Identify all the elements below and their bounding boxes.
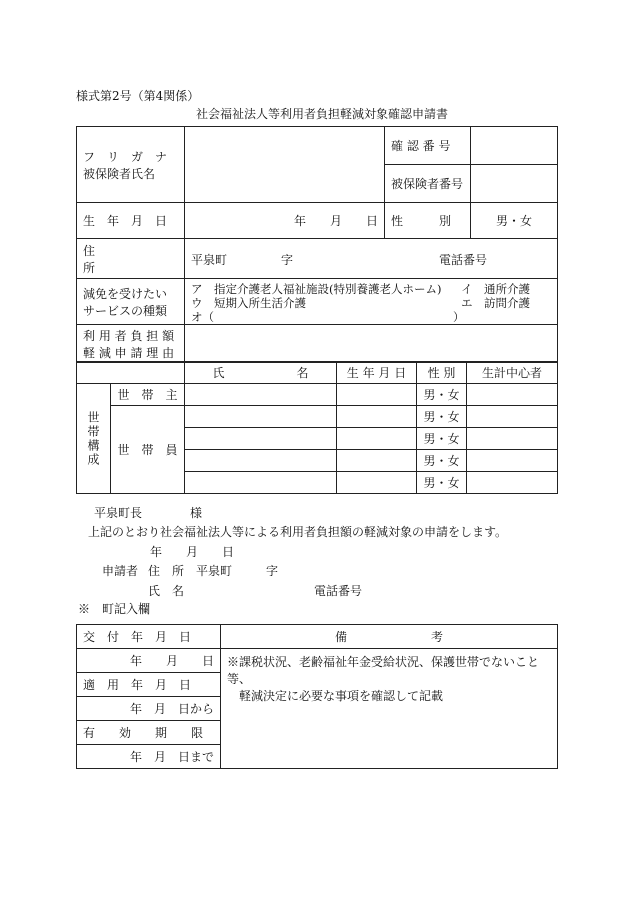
form-number: 様式第2号（第4関係） — [76, 89, 200, 103]
reason-field[interactable] — [185, 325, 558, 363]
service-option-o-close: ） — [453, 309, 465, 324]
valid-date-field[interactable]: 年 月 日から — [77, 697, 221, 721]
service-option-i[interactable]: イ 通所介護 — [461, 281, 530, 296]
household-row-name[interactable] — [185, 428, 337, 450]
household-row-birth[interactable] — [337, 406, 417, 428]
address-town: 平泉町 — [191, 252, 228, 267]
col-name-header: 氏 名 — [185, 362, 337, 384]
col-main-header: 生計中心者 — [467, 362, 558, 384]
household-row-sex[interactable]: 男・女 — [417, 472, 467, 494]
service-option-e[interactable]: エ 訪問介護 — [461, 295, 530, 310]
household-row-name[interactable] — [185, 472, 337, 494]
household-row-birth[interactable] — [337, 472, 417, 494]
service-option-o[interactable]: オ（ — [191, 309, 214, 324]
applicant-name-label: 氏 名 — [148, 584, 185, 598]
applicant-address-town[interactable]: 平泉町 — [196, 564, 233, 578]
period-field[interactable]: 年 月 日まで — [77, 745, 221, 769]
household-row-birth[interactable] — [337, 450, 417, 472]
household-row-sex[interactable]: 男・女 — [417, 428, 467, 450]
household-group-label: 世帯構成 — [77, 384, 111, 494]
col-birth-header: 生 年 月 日 — [337, 362, 417, 384]
sex-label: 性 別 — [385, 203, 471, 239]
declaration-date[interactable]: 年 月 日 — [150, 545, 235, 559]
household-table — [76, 361, 558, 494]
reason-label — [77, 325, 185, 363]
address-label: 住 所 — [77, 239, 185, 279]
insured-name-field[interactable] — [185, 127, 385, 203]
household-row-main[interactable] — [467, 450, 558, 472]
confirm-no-label: 確 認 番 号 — [385, 127, 471, 165]
valid-date-label: 適 用 年 月 日 — [77, 673, 221, 697]
addressee: 平泉町長 様 — [94, 506, 203, 520]
office-section-heading: ※ 町記入欄 — [78, 602, 151, 616]
household-row-sex[interactable]: 男・女 — [417, 450, 467, 472]
household-row-birth[interactable] — [337, 384, 417, 406]
service-option-u[interactable]: ウ 短期入所生活介護 — [191, 295, 306, 310]
address-field[interactable] — [185, 239, 558, 279]
furigana-label: フ リ ガ ナ — [83, 149, 168, 164]
household-member-label: 世 帯 員 — [111, 406, 185, 494]
household-row-name[interactable] — [185, 450, 337, 472]
household-row-name[interactable] — [185, 384, 337, 406]
service-type-label-line2: サービスの種類 — [83, 303, 168, 318]
insured-name-label: 被保険者氏名 — [83, 166, 156, 181]
declaration-statement: 上記のとおり社会福祉法人等による利用者負担額の軽減対象の申請をします。 — [88, 525, 508, 539]
applicant-address-aza: 字 — [266, 564, 279, 578]
sex-field[interactable]: 男・女 — [471, 203, 558, 239]
address-aza: 字 — [281, 252, 294, 267]
insured-name-label-cell — [77, 127, 185, 203]
service-type-label — [77, 279, 185, 325]
service-type-field[interactable] — [185, 279, 558, 325]
service-option-a[interactable]: ア 指定介護老人福祉施設(特別養護老人ホーム) — [191, 281, 442, 296]
household-head-label: 世 帯 主 — [111, 384, 185, 406]
reason-label-line2: 軽 減 申 請 理 由 — [83, 345, 175, 360]
birth-field[interactable]: 年 月 日 — [185, 203, 385, 239]
household-row-sex[interactable]: 男・女 — [417, 384, 467, 406]
issue-date-field[interactable]: 年 月 日 — [77, 649, 221, 673]
household-header-blank — [77, 362, 185, 384]
service-type-label-line1: 減免を受けたい — [83, 286, 168, 301]
birth-label: 生 年 月 日 — [77, 203, 185, 239]
remarks-note-line2: 軽減決定に必要な事項を確認して記載 — [239, 689, 444, 703]
reason-label-line1: 利 用 者 負 担 額 — [83, 328, 175, 343]
remarks-note-line1: ※課税状況、老齢福祉年金受給状況、保護世帯でないこと等、 — [227, 655, 540, 686]
phone-label: 電話番号 — [439, 252, 488, 267]
confirm-no-field[interactable] — [471, 127, 558, 165]
household-row-main[interactable] — [467, 472, 558, 494]
remarks-field[interactable] — [221, 649, 558, 769]
household-row-main[interactable] — [467, 406, 558, 428]
applicant-address-label: 住 所 — [148, 564, 185, 578]
household-row-birth[interactable] — [337, 428, 417, 450]
insured-no-field[interactable] — [471, 165, 558, 203]
form-title: 社会福祉法人等利用者負担軽減対象確認申請書 — [196, 107, 449, 121]
insured-no-label: 被保険者番号 — [385, 165, 471, 203]
office-table — [76, 624, 558, 769]
period-label: 有 効 期 限 — [77, 721, 221, 745]
household-row-main[interactable] — [467, 428, 558, 450]
issue-date-label: 交 付 年 月 日 — [77, 625, 221, 649]
household-row-main[interactable] — [467, 384, 558, 406]
applicant-label: 申請者 — [102, 564, 139, 578]
remarks-label: 備 考 — [221, 625, 558, 649]
col-sex-header: 性 別 — [417, 362, 467, 384]
household-row-name[interactable] — [185, 406, 337, 428]
applicant-phone-label: 電話番号 — [314, 584, 363, 598]
household-row-sex[interactable]: 男・女 — [417, 406, 467, 428]
applicant-table — [76, 126, 558, 363]
